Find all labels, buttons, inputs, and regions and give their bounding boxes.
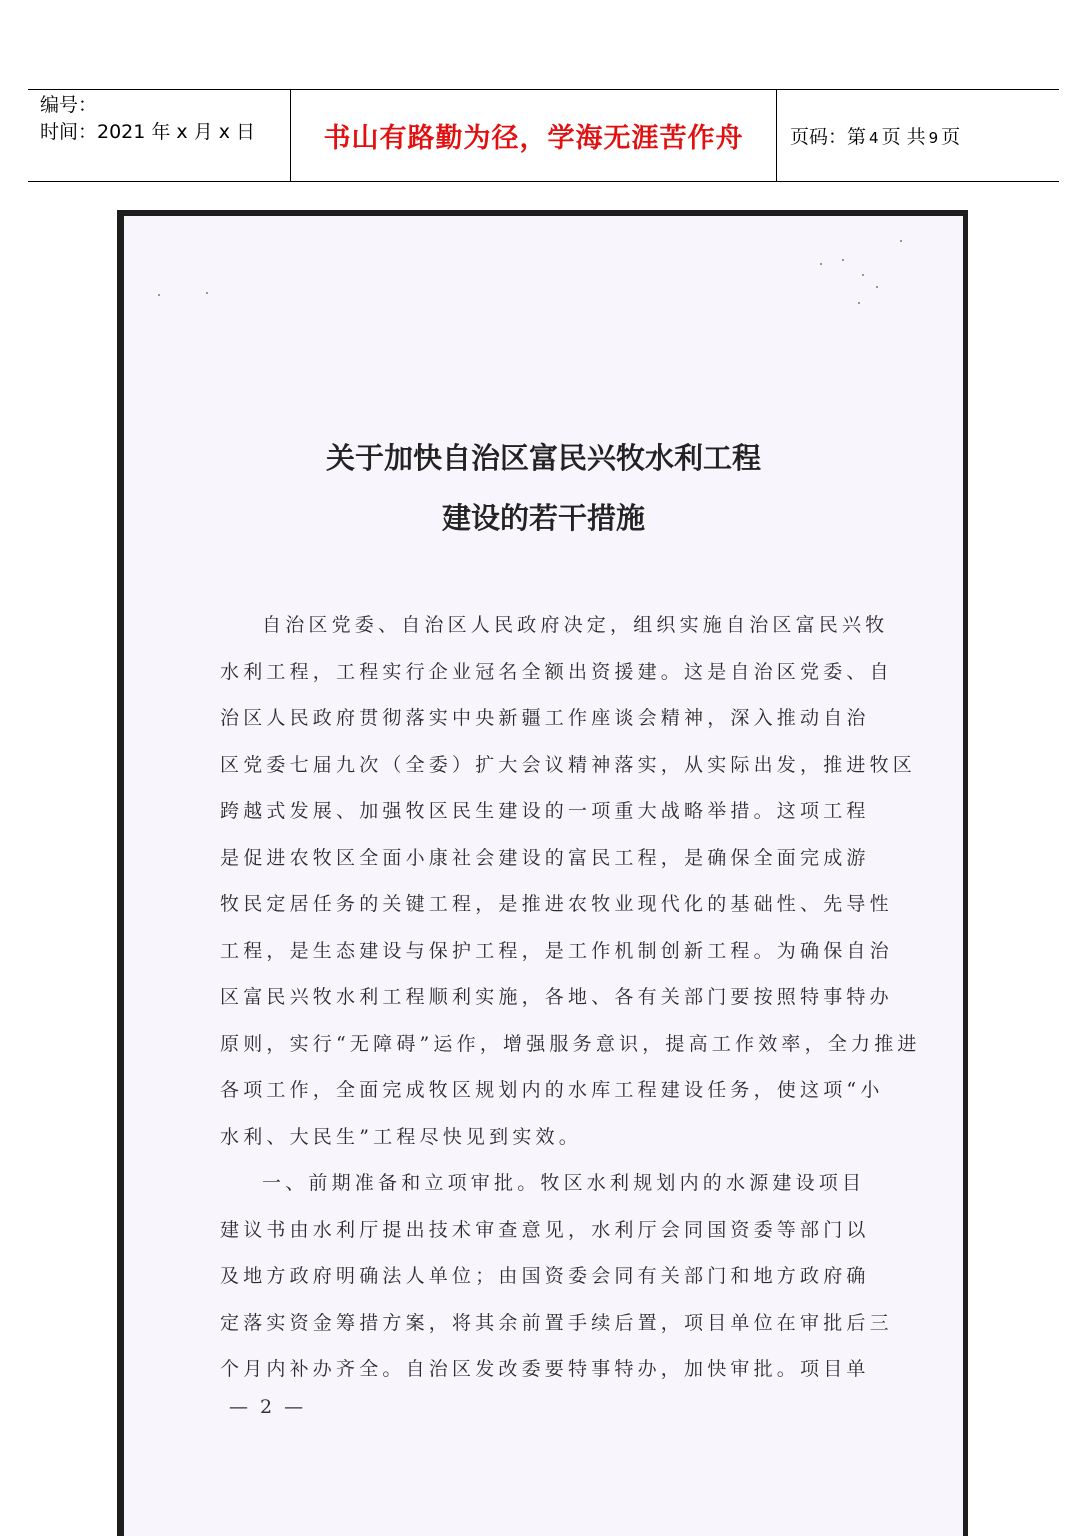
body-line: 跨越式发展、加强牧区民生建设的一项重大战略举措。这项工程	[220, 800, 870, 822]
page-number-footer: — 2 —	[229, 1396, 307, 1418]
body-line: 是促进农牧区全面小康社会建设的富民工程，是确保全面完成游	[220, 846, 870, 869]
scan-speck	[820, 263, 822, 265]
body-line: 治区人民政府贯彻落实中央新疆工作座谈会精神，深入推动自治	[220, 707, 870, 729]
document-body	[220, 602, 921, 1393]
body-line: 区富民兴牧水利工程顺利实施，各地、各有关部门要按照特事特办	[220, 986, 893, 1008]
scanned-paper	[124, 216, 963, 1536]
body-line: 定落实资金筹措方案，将其余前置手续后置，项目单位在审批后三	[220, 1311, 893, 1334]
scanned-page-frame	[117, 210, 968, 1536]
scan-speck	[158, 294, 160, 296]
page-suffix: 页	[941, 126, 961, 148]
header-page-cell	[777, 90, 1059, 181]
body-line: 各项工作，全面完成牧区规划内的水库工程建设任务，使这项“小	[220, 1079, 884, 1101]
header-motto-cell	[290, 90, 777, 181]
page-prefix: 页码：第	[790, 126, 867, 148]
serial-number-label: 编号：	[40, 94, 98, 116]
body-line: 及地方政府明确法人单位；由国资委会同有关部门和地方政府确	[220, 1265, 870, 1287]
scan-speck	[206, 292, 208, 294]
motto-text: 书山有路勤为径，学海无涯苦作舟	[323, 123, 744, 154]
document-title-line1: 关于加快自治区富民兴牧水利工程	[325, 441, 761, 475]
body-line: 水利工程，工程实行企业冠名全额出资援建。这是自治区党委、自	[220, 660, 893, 683]
page-mid: 页 共	[881, 126, 926, 148]
body-line: 水利、大民生”工程尽快见到实效。	[220, 1125, 582, 1148]
scan-speck	[862, 274, 864, 276]
header-meta-cell	[28, 90, 290, 181]
body-line: 区党委七届九次（全委）扩大会议精神落实，从实际出发，推进牧区	[220, 753, 917, 776]
document-title-line2: 建设的若干措施	[441, 501, 645, 535]
page-total: 9	[928, 129, 939, 147]
page-indicator	[790, 122, 960, 149]
body-line: 原则，实行“无障碍”运作，增强服务意识，提高工作效率，全力推进	[220, 1032, 921, 1055]
body-line: 建议书由水利厅提出技术审查意见，水利厅会同国资委等部门以	[220, 1218, 870, 1241]
scan-speck	[858, 302, 860, 304]
body-line: 自治区党委、自治区人民政府决定，组织实施自治区富民兴牧	[262, 614, 889, 636]
scan-speck	[842, 259, 844, 261]
scan-speck	[876, 286, 878, 288]
date-line: 时间：2021 年 x 月 x 日	[40, 121, 256, 143]
body-line: 工程，是生态建设与保护工程，是工作机制创新工程。为确保自治	[220, 939, 893, 962]
body-line: 个月内补办齐全。自治区发改委要特事特办，加快审批。项目单	[220, 1358, 870, 1380]
scan-speck	[900, 240, 902, 242]
body-line: 一、前期准备和立项审批。牧区水利规划内的水源建设项目	[262, 1172, 866, 1194]
body-line: 牧民定居任务的关键工程，是推进农牧业现代化的基础性、先导性	[220, 893, 893, 915]
document-header	[28, 89, 1059, 182]
page-current: 4	[869, 129, 879, 147]
